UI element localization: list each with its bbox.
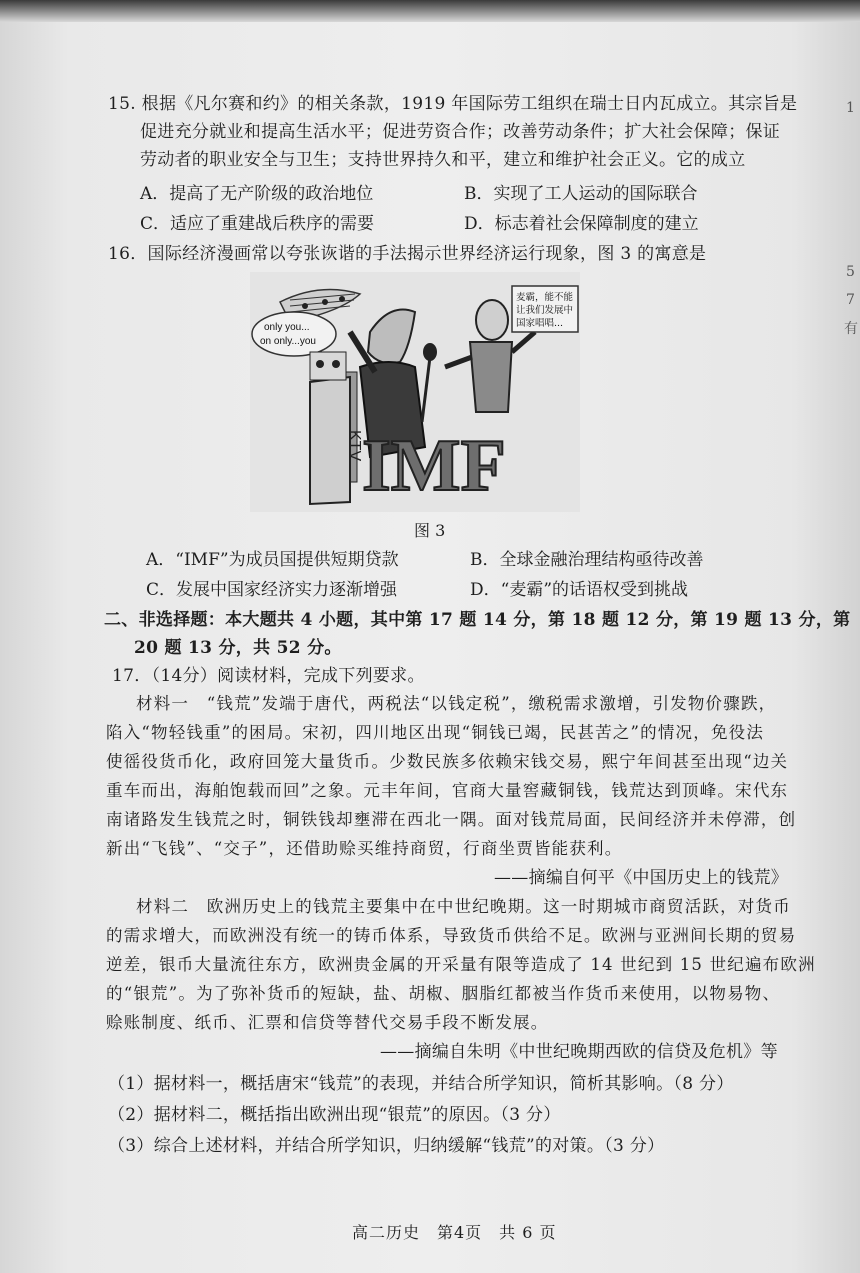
edge-mark-3: 7 xyxy=(846,292,855,308)
q15-line-1: 15. 根据《凡尔赛和约》的相关条款，1919 年国际劳工组织在瑞士日内瓦成立。其宗旨是 xyxy=(108,94,798,114)
scan-shadow xyxy=(0,0,860,22)
edge-mark-2: 5 xyxy=(846,264,855,280)
material2-line-2: 的需求增大，而欧洲没有统一的铸币体系，导致货币供给不足。欧洲与亚洲间长期的贸易 xyxy=(106,926,797,945)
material1-line-6: 新出“飞钱”、“交子”，还借助赊买维持商贸，行商坐贾皆能获利。 xyxy=(106,839,623,858)
material2-line-3: 逆差，银币大量流往东方，欧洲贵金属的开采量有限等造成了 14 世纪到 15 世纪遍布欧洲 xyxy=(106,955,816,974)
q15-option-b: B．实现了工人运动的国际联合 xyxy=(464,184,698,204)
left-speech-text-1: only you... xyxy=(264,322,310,333)
material2-line-4: 的“银荒”。为了弥补货币的短缺，盐、胡椒、胭脂红都被当作货币来使用，以物易物、 xyxy=(106,984,781,1003)
section2-line-2: 20 题 13 分，共 52 分。 xyxy=(134,638,342,658)
material1-line-3: 使徭役货币化，政府回笼大量货币。少数民族多依赖宋钱交易，熙宁年间甚至出现“边关 xyxy=(106,752,789,771)
material1-line-5: 南诸路发生钱荒之时，铜铁钱却壅滞在西北一隅。面对钱荒局面，民间经济并未停滞，创 xyxy=(106,810,797,829)
q16-option-b: B．全球金融治理结构亟待改善 xyxy=(470,550,704,570)
material2-line-5: 赊账制度、纸币、汇票和信贷等替代交易手段不断发展。 xyxy=(106,1013,549,1032)
figure-caption: 图 3 xyxy=(414,521,446,540)
left-speech-bubble xyxy=(252,312,336,356)
q15-line-3: 劳动者的职业安全与卫生；支持世界持久和平，建立和维护社会正义。它的成立 xyxy=(140,150,746,170)
material1-source: ——摘编自何平《中国历史上的钱荒》 xyxy=(494,868,789,888)
right-speech-text-1: 麦霸，能不能 xyxy=(516,292,574,303)
right-speech-text-3: 国家唱唱... xyxy=(516,318,564,329)
q17-question-1: （1）据材料一，概括唐宋“钱荒”的表现，并结合所学知识，简析其影响。（8 分） xyxy=(108,1074,734,1094)
edge-mark-1: 1 xyxy=(846,100,855,116)
ktv-label: KTV xyxy=(346,430,363,462)
material1-line-1: 材料一 “钱荒”发端于唐代，两税法“以钱定税”，缴税需求激增，引发物价骤跌， xyxy=(136,694,777,713)
section2-line-1: 二、非选择题：本大题共 4 小题，其中第 17 题 14 分，第 18 题 12 分，第 19 题 13 分，第 xyxy=(104,610,851,630)
edge-mark-4: 有 xyxy=(844,321,858,337)
imf-podium xyxy=(362,425,506,507)
q15-option-d: D．标志着社会保障制度的建立 xyxy=(464,214,699,234)
q16-stem: 16．国际经济漫画常以夸张诙谐的手法揭示世界经济运行现象，图 3 的寓意是 xyxy=(108,244,707,264)
q17-stem: 17．（14分）阅读材料，完成下列要求。 xyxy=(112,666,425,686)
left-speech-text-2: on only...you xyxy=(260,336,316,347)
material2-line-1: 材料二 欧洲历史上的钱荒主要集中在中世纪晚期。这一时期城市商贸活跃，对货币 xyxy=(136,897,791,916)
q16-option-d: D．“麦霸”的话语权受到挑战 xyxy=(470,580,689,600)
imf-label: IMF xyxy=(362,425,506,507)
material2-source: ——摘编自朱明《中世纪晚期西欧的信贷及危机》等 xyxy=(380,1042,778,1062)
material1-line-4: 重车而出，海舶饱载而回”之象。元丰年间，官商大量窖藏铜钱，钱荒达到顶峰。宋代东 xyxy=(106,781,789,800)
cartoon-illustration xyxy=(250,272,580,512)
q17-question-3: （3）综合上述材料，并结合所学知识，归纳缓解“钱荒”的对策。（3 分） xyxy=(108,1136,665,1156)
q16-option-a: A．“IMF”为成员国提供短期贷款 xyxy=(146,550,399,570)
q15-option-a: A．提高了无产阶级的政治地位 xyxy=(140,184,374,204)
q15-line-2: 促进充分就业和提高生活水平；促进劳资合作；改善劳动条件；扩大社会保障；保证 xyxy=(140,122,781,142)
q15-option-c: C．适应了重建战后秩序的需要 xyxy=(140,214,375,234)
q16-option-c: C．发展中国家经济实力逐渐增强 xyxy=(146,580,398,600)
cartoon-figure xyxy=(250,272,580,512)
page-footer: 高二历史 第4页 共 6 页 xyxy=(352,1223,557,1242)
material1-line-2: 陷入“物轻钱重”的困局。宋初，四川地区出现“铜钱已竭，民甚苦之”的情况，免役法 xyxy=(106,723,765,742)
q17-question-2: （2）据材料二，概括指出欧洲出现“银荒”的原因。（3 分） xyxy=(108,1105,561,1125)
right-speech-text-2: 让我们发展中 xyxy=(516,305,574,316)
right-speech-sign xyxy=(512,286,578,332)
